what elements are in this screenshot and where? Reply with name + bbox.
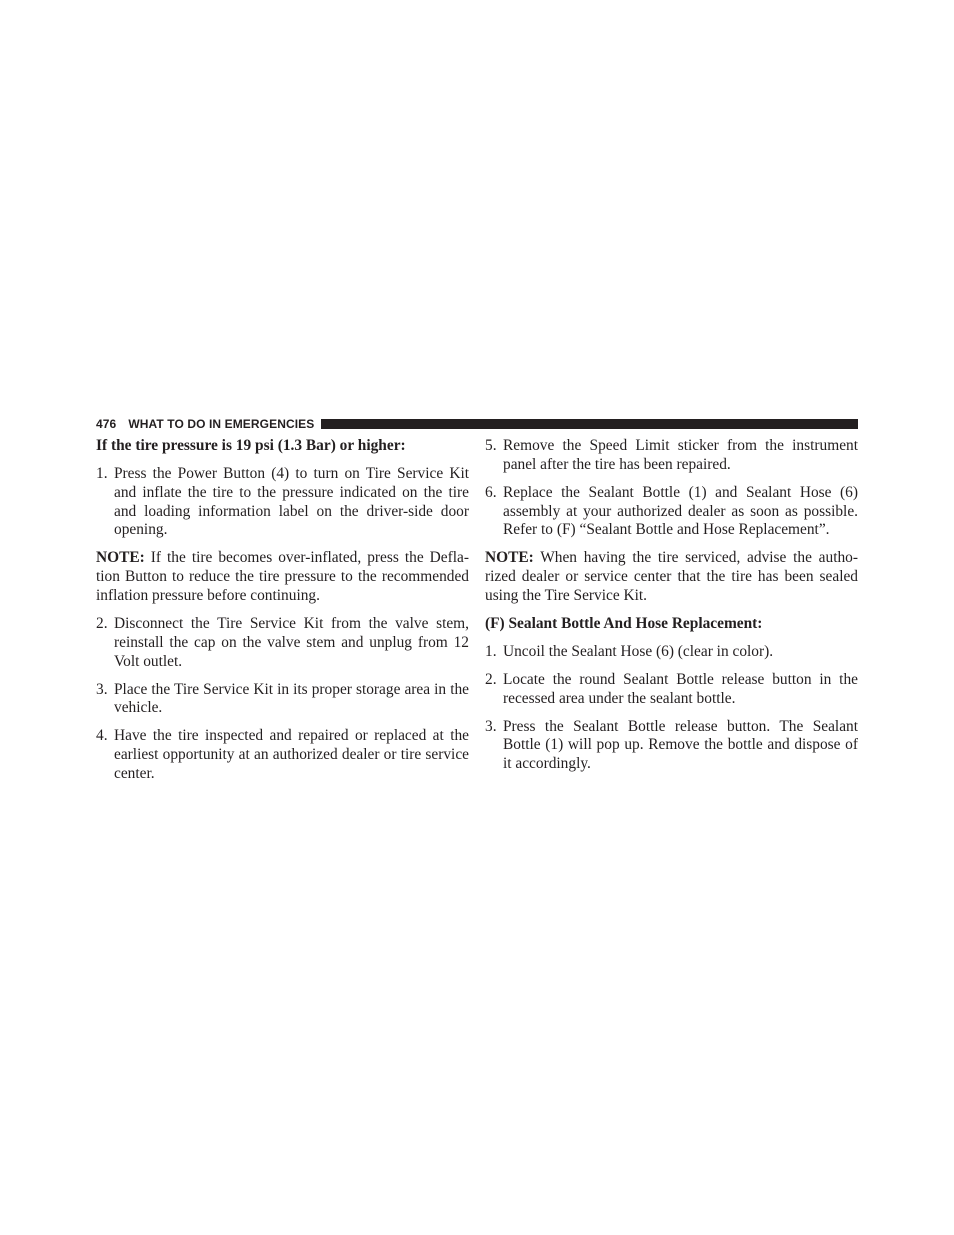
list-item <box>485 643 858 662</box>
list-item <box>96 681 469 719</box>
list-item-text: Uncoil the Sealant Hose (6) (clear in color). <box>503 642 774 660</box>
right-column <box>485 437 858 783</box>
page-number: 476 <box>96 417 117 431</box>
section-title: WHAT TO DO IN EMERGENCIES <box>128 417 315 431</box>
list-item-text: Remove the Speed Limit sticker from the instrument panel after the tire has been repaired. <box>503 437 858 473</box>
note-label: NOTE: <box>96 549 145 567</box>
header-rule <box>321 419 858 429</box>
list-item <box>96 727 469 783</box>
list-item-text: Press the Sealant Bottle release button. The Sealant Bottle (1) will pop up. Remove the bottle and dispose of it accordingly. <box>503 717 858 773</box>
list-item <box>485 437 858 475</box>
list-item-text: Locate the round Sealant Bottle release button in the recessed area under the sealant bottle. <box>503 670 858 707</box>
list-item-text: Disconnect the Tire Service Kit from the valve stem, reinstall the cap on the valve stem and unplug from 12 Volt outlet. <box>114 614 469 670</box>
list-item-number: 1. <box>96 464 108 482</box>
list-item <box>485 718 858 774</box>
pressure-heading: If the tire pressure is 19 psi (1.3 Bar) or higher: <box>96 437 406 454</box>
list-item-number: 6. <box>485 483 497 501</box>
left-column <box>96 437 469 793</box>
list-item-number: 2. <box>485 670 497 688</box>
list-item-number: 2. <box>96 614 108 632</box>
list-item-number: 1. <box>485 642 497 660</box>
replacement-heading: (F) Sealant Bottle And Hose Replacement: <box>485 614 763 632</box>
list-item <box>485 484 858 540</box>
note-text: If the tire becomes over-inflated, press the Deflation Button to reduce the tire pressure to the recommended inflation pressure before continuing. <box>96 549 469 604</box>
note-paragraph <box>96 549 469 605</box>
list-item-text: Replace the Sealant Bottle (1) and Sealant Hose (6) assembly at your authorized dealer as soon as possible. Refer to (F) “Sealant Bottle and Hose Replacement”. <box>503 483 858 539</box>
list-item <box>485 671 858 709</box>
list-item-text: Place the Tire Service Kit in its proper storage area in the vehicle. <box>114 680 469 717</box>
list-item-text: Have the tire inspected and repaired or replaced at the earliest opportunity at an authorized dealer or tire service center. <box>114 727 469 782</box>
note-paragraph <box>485 549 858 605</box>
note-label: NOTE: <box>485 549 534 567</box>
list-item <box>96 465 469 540</box>
page-header <box>96 416 858 432</box>
list-item-number: 5. <box>485 437 497 454</box>
list-item-number: 3. <box>96 680 108 698</box>
list-item-text: Press the Power Button (4) to turn on Tire Service Kit and inflate the tire to the pressure indicated on the tire and loading information label on the driver-side door opening. <box>114 464 469 539</box>
note-text: When having the tire serviced, advise the authorized dealer or service center that the tire has been sealed using the Tire Service Kit. <box>485 549 858 604</box>
list-item-number: 3. <box>485 717 497 735</box>
list-item-number: 4. <box>96 727 108 745</box>
list-item <box>96 615 469 671</box>
